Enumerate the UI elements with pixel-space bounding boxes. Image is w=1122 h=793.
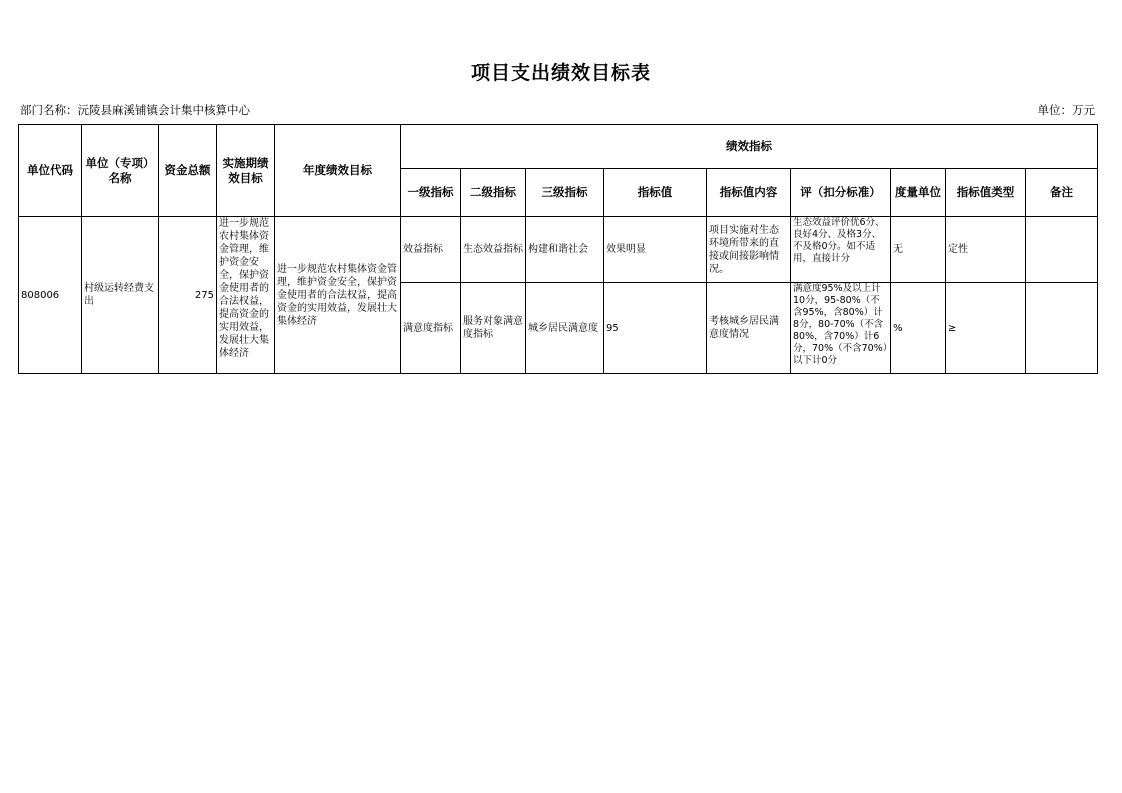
cell-level3: 城乡居民满意度 — [526, 283, 604, 374]
cell-level2: 服务对象满意度指标 — [461, 283, 526, 374]
cell-total-funds: 275 — [159, 217, 217, 374]
cell-indicator-value: 95 — [604, 283, 707, 374]
cell-period-target: 进一步规范农村集体资金管理，维护资金安全，保护资金使用者的合法权益，提高资金的实用效益，发展壮大集体经济 — [217, 217, 275, 374]
cell-indicator-value: 效果明显 — [604, 217, 707, 283]
cell-value-type: 定性 — [946, 217, 1026, 283]
unit-label: 单位：万元 — [1037, 103, 1095, 117]
cell-unit-code: 808006 — [19, 217, 82, 374]
department-name: 部门名称：沅陵县麻溪铺镇会计集中核算中心 — [20, 103, 250, 117]
cell-level1: 效益指标 — [401, 217, 461, 283]
cell-level1: 满意度指标 — [401, 283, 461, 374]
cell-measure-unit: 无 — [891, 217, 946, 283]
header-level2: 二级指标 — [461, 169, 526, 217]
header-measure-unit: 度量单位 — [891, 169, 946, 217]
cell-value-type: ≥ — [946, 283, 1026, 374]
cell-unit-name: 村级运转经费支出 — [82, 217, 159, 374]
page-title: 项目支出绩效目标表 — [470, 62, 651, 84]
header-indicator-value: 指标值 — [604, 169, 707, 217]
cell-level3: 构建和谐社会 — [526, 217, 604, 283]
header-unit-code: 单位代码 — [19, 125, 82, 217]
cell-annual-target: 进一步规范农村集体资金管理，维护资金安全，保护资金使用者的合法权益，提高资金的实用效益，发展壮大集体经济 — [275, 217, 401, 374]
header-scoring: 评（扣分标准） — [791, 169, 891, 217]
header-value-content: 指标值内容 — [707, 169, 791, 217]
header-level1: 一级指标 — [401, 169, 461, 217]
cell-value-content: 考核城乡居民满意度情况 — [707, 283, 791, 374]
header-total-funds: 资金总额 — [159, 125, 217, 217]
cell-level2: 生态效益指标 — [461, 217, 526, 283]
cell-remarks — [1026, 283, 1098, 374]
header-remarks: 备注 — [1026, 169, 1098, 217]
cell-remarks — [1026, 217, 1098, 283]
cell-scoring: 生态效益评价优6分、良好4分、及格3分、不及格0分。如不适用，直接计分 — [791, 217, 891, 283]
cell-value-content: 项目实施对生态环境所带来的直接或间接影响情况。 — [707, 217, 791, 283]
header-period-target: 实施期绩效目标 — [217, 125, 275, 217]
table-row — [19, 217, 1098, 283]
header-annual-target: 年度绩效目标 — [275, 125, 401, 217]
cell-scoring: 满意度95%及以上计10分，95-80%（不含95%，含80%）计8分，80-70%（不含80%，含70%）计6分，70%（不含70%）以下计0分 — [791, 283, 891, 374]
performance-target-table — [18, 124, 1098, 374]
header-unit-name: 单位（专项）名称 — [82, 125, 159, 217]
header-row-1 — [19, 125, 1098, 169]
header-level3: 三级指标 — [526, 169, 604, 217]
header-indicators: 绩效指标 — [401, 125, 1098, 169]
header-value-type: 指标值类型 — [946, 169, 1026, 217]
cell-measure-unit: % — [891, 283, 946, 374]
